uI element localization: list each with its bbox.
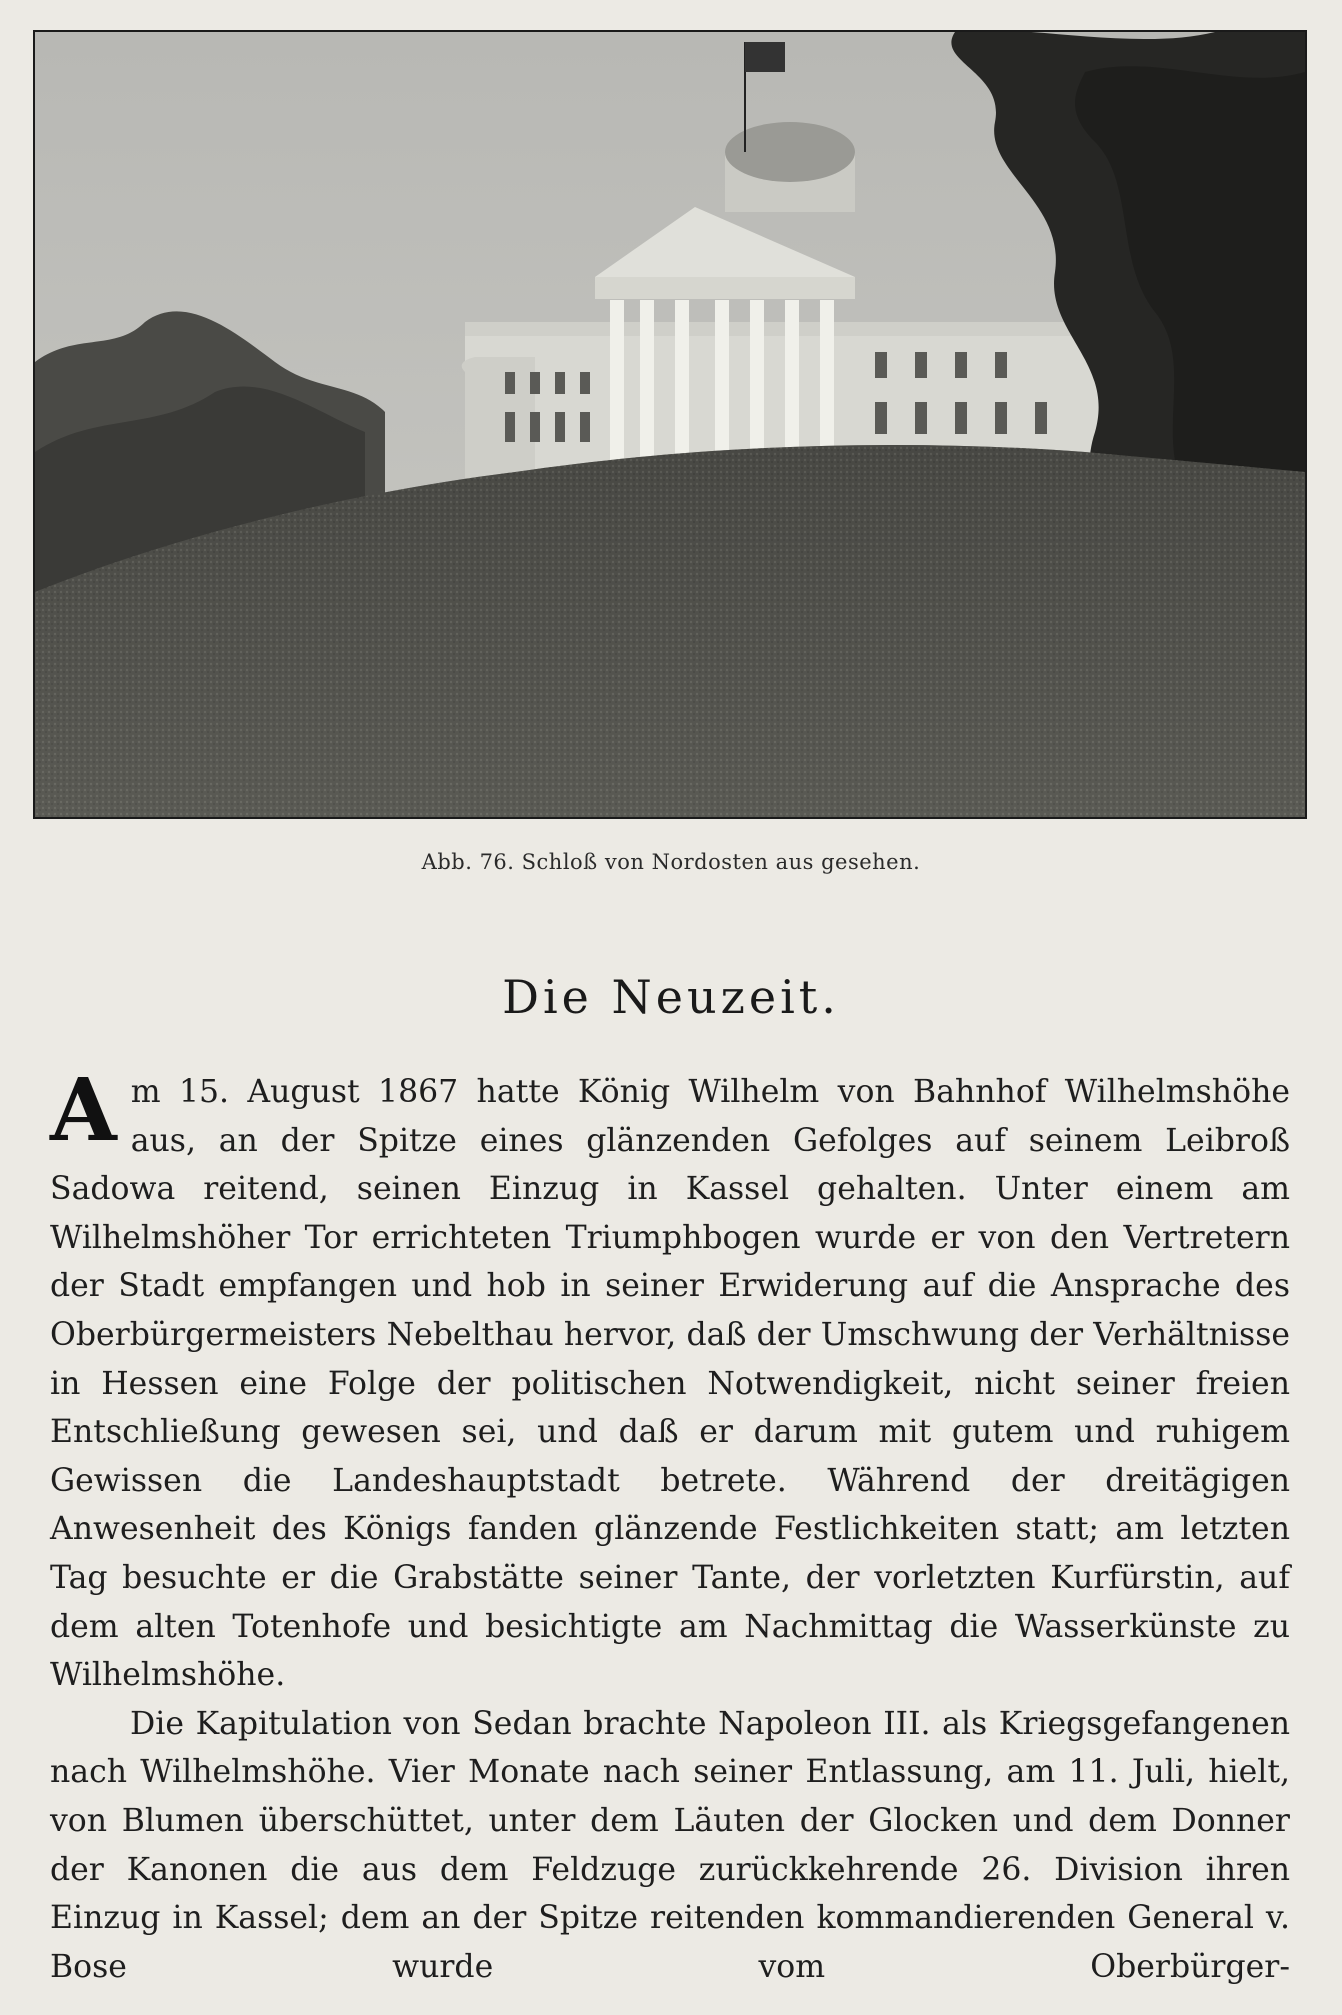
- castle-photo-illustration: [35, 32, 1305, 817]
- paragraph-2: [50, 1700, 1290, 1992]
- castle-photograph: [33, 30, 1307, 819]
- paragraph-1: [50, 1060, 1290, 1700]
- paragraph-2-text: Die Kapitulation von Sedan brachte Napoleon III. als Kriegsgefangenen nach Wilhelmshöhe. Vier Monate nach seiner Entlassung, am 11. Juli, hielt, von Blumen überschüttet, unter dem Läuten der Glocken und dem Donner der Kanonen die aus dem Feldzuge zurückkehrende 26. Division ihren Einzug in Kassel; dem an der Spitze reitenden kommandierenden General v. Bose wurde vom Oberbürger-: [50, 1705, 1290, 1985]
- article-body: [50, 1060, 1290, 1991]
- page-title: Die Neuzeit.: [502, 970, 840, 1024]
- paragraph-1-text: m 15. August 1867 hatte König Wilhelm von Bahnhof Wilhelmshöhe aus, an der Spitze eines glänzenden Gefolges auf seinem Leibroß Sadowa reitend, seinen Einzug in Kassel gehalten. Unter einem am Wilhelmshöher Tor errichteten Triumphbogen wurde er von den Vertretern der Stadt empfangen und hob in seiner Erwiderung auf die Ansprache des Oberbürgermeisters Nebelthau hervor, daß der Umschwung der Verhältnisse in Hessen eine Folge der politischen Notwendigkeit, nicht seiner freien Entschließung gewesen sei, und daß er darum mit gutem und ruhigem Gewissen die Landeshauptstadt betrete. Während der dreitägigen Anwesenheit des Königs fanden glänzende Festlichkeiten statt; am letzten Tag besuchte er die Grabstätte seiner Tante, der vorletzten Kurfürstin, auf dem alten Totenhofe und besichtigte am Nachmittag die Wasserkünste zu Wilhelmshöhe.: [50, 1074, 1290, 1694]
- drop-cap: A: [50, 1060, 117, 1161]
- figure-caption: Abb. 76. Schloß von Nordosten aus gesehen.: [421, 850, 921, 874]
